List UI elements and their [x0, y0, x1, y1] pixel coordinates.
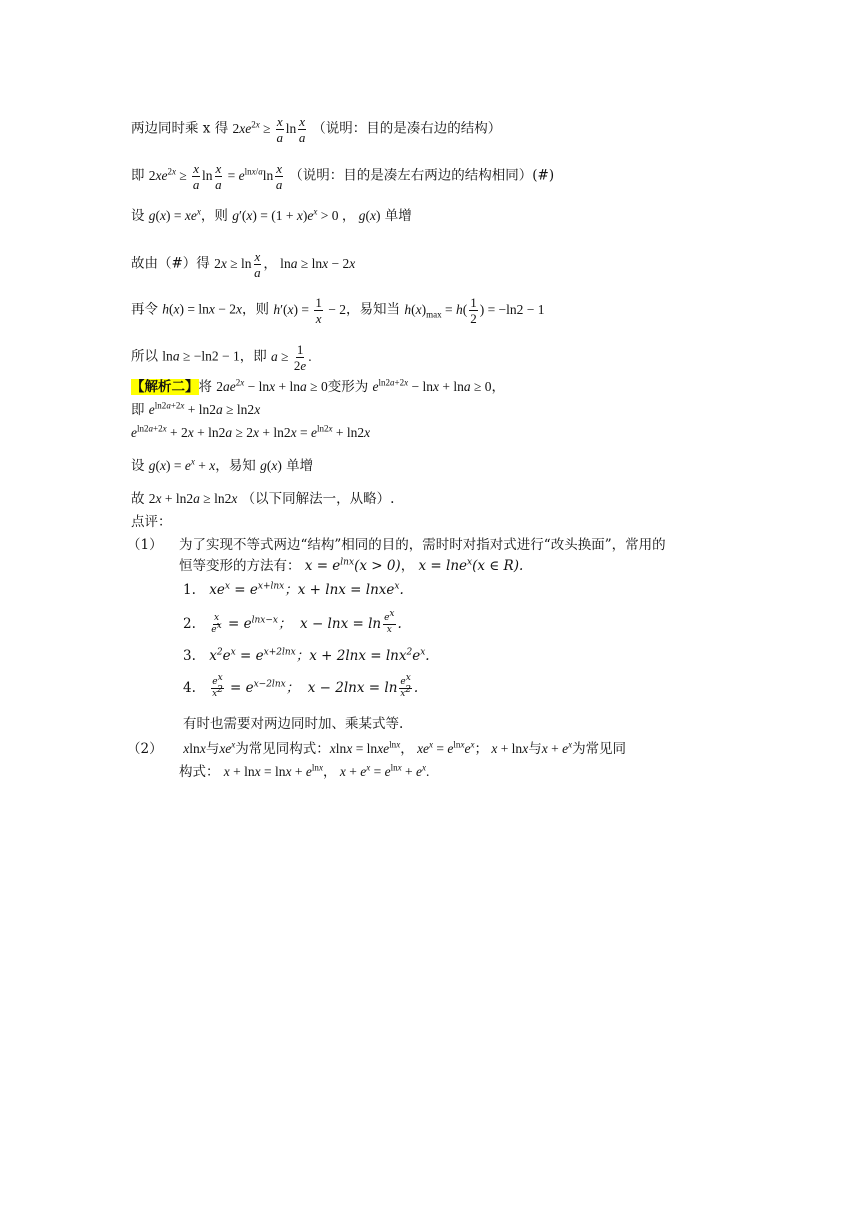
line-6-mid: ，即	[239, 348, 267, 365]
note-2-text-b: 为常见同构式：	[235, 741, 330, 757]
line-3-mid: ，则	[200, 208, 228, 224]
line-8-prefix: 即	[131, 402, 145, 418]
item-4-number: 4.	[183, 680, 196, 696]
line-3-tail: 单增	[384, 208, 412, 224]
note-2-text-e: 构式：	[179, 764, 220, 780]
line-2	[131, 162, 554, 191]
line-3	[131, 207, 412, 225]
item-4-formula: $\frac{e^x}{x^2}$ = $e^{x-2lnx}$； x − 2lnx = ln $\frac{e^x}{x^2}$ .	[212, 673, 419, 699]
note-2-number: （2）	[127, 741, 163, 757]
line-1-text: 两边同时乘 x 得	[131, 120, 229, 137]
line-10-mid: ，易知	[215, 458, 256, 474]
line-10	[131, 457, 313, 475]
line-2-note: （说明：目的是凑左右两边的结构相同）(#)	[289, 167, 555, 184]
identity-2: x = lne$^x$(x ∈ R).	[418, 557, 524, 574]
item-2-formula: $\frac{x}{e^x}$ = $e^{lnx-x}$； x − lnx = ln $\frac{e^x}{x}$ .	[211, 609, 402, 635]
item-1-formula: $xe^x = e^{x+lnx}$；x + lnx = lnxe$^x$.	[209, 581, 404, 598]
item-4	[183, 673, 419, 699]
formula-3a: $g(x) = xe^x$	[148, 206, 201, 223]
item-3-formula: $x^2e^x = e^{x+2lnx}$；$x + 2\ln x = \ln x^2e^x$.	[209, 647, 430, 664]
line-7	[131, 378, 505, 396]
note-2-line-2	[179, 762, 429, 782]
line-1-note: （说明：目的是凑右边的结构）	[312, 120, 502, 137]
line-11-note: （以下同解法一，从略）.	[241, 491, 395, 507]
formula-7a: $2ae^{2x} - \ln x + \ln a \ge 0$	[216, 377, 328, 394]
note-2	[127, 739, 626, 759]
formula-3b: $g'(x) = (1 + x)e^x > 0$ ， g(x)	[232, 206, 381, 223]
note-1-text: 为了实现不等式两边“结构”相同的目的，需时时对指对式进行“改头换面”，常用的	[179, 537, 666, 553]
note-2-f2: $xe^x$	[219, 739, 236, 756]
note-2-f3: xlnx = lnxe$^{lnx}$， $xe^x = e^{lnx}e^x$； x + lnx	[329, 739, 529, 756]
note-2-f1: xlnx	[183, 741, 206, 756]
formula-11: 2x + ln2a ≥ ln2x	[148, 491, 238, 506]
line-2-prefix: 即	[131, 167, 145, 184]
item-1	[183, 581, 404, 600]
line-3-prefix: 设	[131, 208, 145, 224]
line-11	[131, 490, 394, 508]
formula-6b: a ≥ $\frac{1}{2e}$ .	[271, 342, 312, 373]
formula-5c: $h(x)_{max} = h$( $\frac{1}{2}$ ) = −ln2 − 1	[404, 295, 545, 326]
identity-1: $x = e^{lnx}(x > 0)$	[304, 557, 401, 574]
note-2-f4: $x + e^x$	[541, 739, 573, 756]
line-11-prefix: 故	[131, 491, 145, 507]
line-1	[131, 115, 501, 144]
note-2-text-c: 与	[528, 741, 542, 757]
formula-10b: g(x)	[260, 458, 282, 473]
line-8	[131, 401, 260, 419]
item-1-number: 1.	[183, 582, 196, 598]
line-6-prefix: 所以	[131, 348, 158, 365]
solution-two-tag: 【解析二】	[131, 379, 199, 395]
note-2-text-a: 与	[205, 741, 220, 757]
comment-label	[131, 513, 172, 531]
line-7-mid: 将	[198, 379, 212, 395]
note-2-text-d: 为常见同	[572, 741, 627, 757]
formula-2: $2xe^{2x}$ ≥ $\frac{x}{a}$ ln $\frac{x}{a}$ = $e^{lnx/a}\ln$ $\frac{x}{a}$	[148, 161, 283, 192]
formula-5b: h′(x) = $\frac{1}{x}$ − 2	[273, 295, 347, 326]
note-1-text2: 恒等变形的方法有：	[179, 558, 301, 574]
line-7-mid2: 变形为	[327, 379, 369, 395]
line-10-tail: 单增	[286, 458, 314, 474]
note-1-end-text: 有时也需要对两边同时加、乘某式等.	[183, 716, 404, 732]
formula-4: 2x ≥ ln $\frac{x}{a}$ ， lna ≥ lnx − 2x	[214, 249, 356, 280]
line-6	[131, 343, 312, 372]
formula-5a: h(x) = lnx − 2x	[162, 301, 243, 317]
note-1	[127, 536, 666, 555]
line-5-mid: ，则	[242, 301, 270, 318]
comment-label-text: 点评：	[131, 514, 172, 530]
line-4	[131, 250, 355, 279]
item-2	[183, 609, 402, 635]
note-1-end	[183, 715, 403, 734]
line-5-prefix: 再令	[131, 301, 158, 318]
formula-8: $e^{ln2a+2x} + \ln 2a \ge \ln 2x$	[148, 400, 261, 417]
formula-6a: lna ≥ −ln2 − 1	[162, 348, 240, 364]
formula-1: $2xe^{2x}$ ≥ $\frac{x}{a}$ ln $\frac{x}{a}$	[232, 114, 306, 145]
line-9	[131, 424, 370, 442]
line-5	[131, 296, 545, 325]
formula-7b: $e^{ln2a+2x} - \ln x + \ln a \ge 0$，	[372, 377, 506, 394]
line-5-mid2: ，易知当	[346, 301, 401, 318]
item-3	[183, 647, 430, 666]
item-2-number: 2.	[183, 616, 196, 632]
item-3-number: 3.	[183, 648, 196, 664]
note-1-line-2: 恒等变形的方法有： $x = e^{lnx}(x > 0)$， x = lne$^x$(x ∈ R).	[179, 557, 524, 574]
formula-10a: $g(x) = e^x + x$	[148, 456, 216, 473]
line-10-prefix: 设	[131, 458, 145, 474]
formula-9: $e^{ln2a+2x} + 2x + \ln 2a \ge 2x + \ln 2x = e^{ln2x} + \ln 2x$	[131, 423, 371, 440]
line-4-prefix: 故由（#）得	[131, 255, 210, 272]
note-1-number: （1）	[127, 537, 163, 553]
note-2-f5: $x + \ln x = \ln x + e^{lnx}$， $x + e^x = e^{lnx} + e^x$.	[223, 762, 430, 779]
